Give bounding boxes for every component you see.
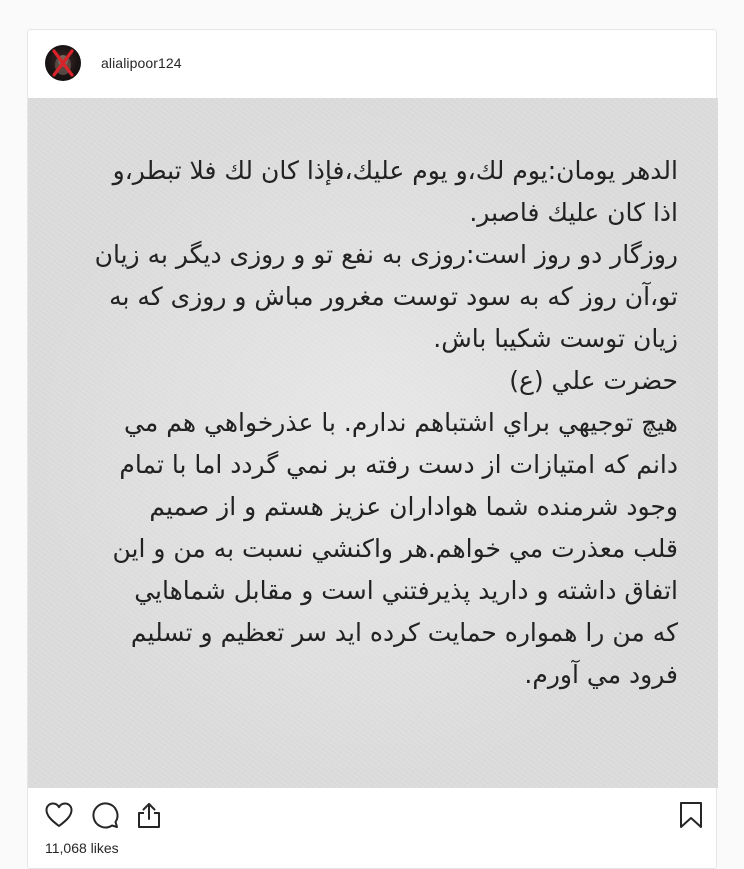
share-icon xyxy=(136,801,162,829)
post-image[interactable] xyxy=(28,98,718,788)
text-line: قلب معذرت مي خواهم.هر واکنشي نسبت به من و اين xyxy=(112,534,678,563)
share-button[interactable] xyxy=(134,800,164,830)
post-text-block xyxy=(66,150,678,696)
avatar[interactable] xyxy=(45,45,81,81)
comment-icon xyxy=(91,801,119,829)
text-line: که من را همواره حمايت کرده ايد سر تعظيم و تسليم xyxy=(130,618,678,647)
text-line: هيچ توجيهي براي اشتباهم ندارم. با عذرخواهي هم مي xyxy=(124,408,678,437)
save-button[interactable] xyxy=(676,800,706,830)
text-line: حضرت علي (ع) xyxy=(509,366,678,395)
text-line: فرود مي آورم. xyxy=(524,660,678,689)
bookmark-icon xyxy=(679,801,703,829)
post-actions xyxy=(28,788,716,844)
text-line: تو،آن روز که به سود توست مغرور مباش و روزی که به xyxy=(109,282,678,311)
avatar-image xyxy=(45,45,81,81)
text-line: دانم که امتيازات از دست رفته بر نمي گردد اما با تمام xyxy=(119,450,678,479)
text-line: اتفاق داشته و داريد پذيرفتني است و مقابل شماهايي xyxy=(134,576,678,605)
username-link[interactable]: alialipoor124 xyxy=(101,55,182,71)
text-line: وجود شرمنده شما هواداران عزيز هستم و از صميم xyxy=(149,492,678,521)
text-line: الدهر يومان:يوم لك،و يوم عليك،فإذا كان لك فلا تبطر،و xyxy=(112,156,678,185)
heart-icon xyxy=(45,802,73,828)
like-button[interactable] xyxy=(44,800,74,830)
text-line: اذا كان عليك فاصبر. xyxy=(469,198,678,227)
post-card xyxy=(27,29,717,869)
post-header xyxy=(28,30,716,98)
text-line: زیان توست شکیبا باش. xyxy=(433,324,678,353)
comment-button[interactable] xyxy=(90,800,120,830)
text-line: روزگار دو روز است:روزی به نفع تو و روزی دیگر به زیان xyxy=(94,240,678,269)
likes-count[interactable]: 11,068 likes xyxy=(45,840,119,856)
